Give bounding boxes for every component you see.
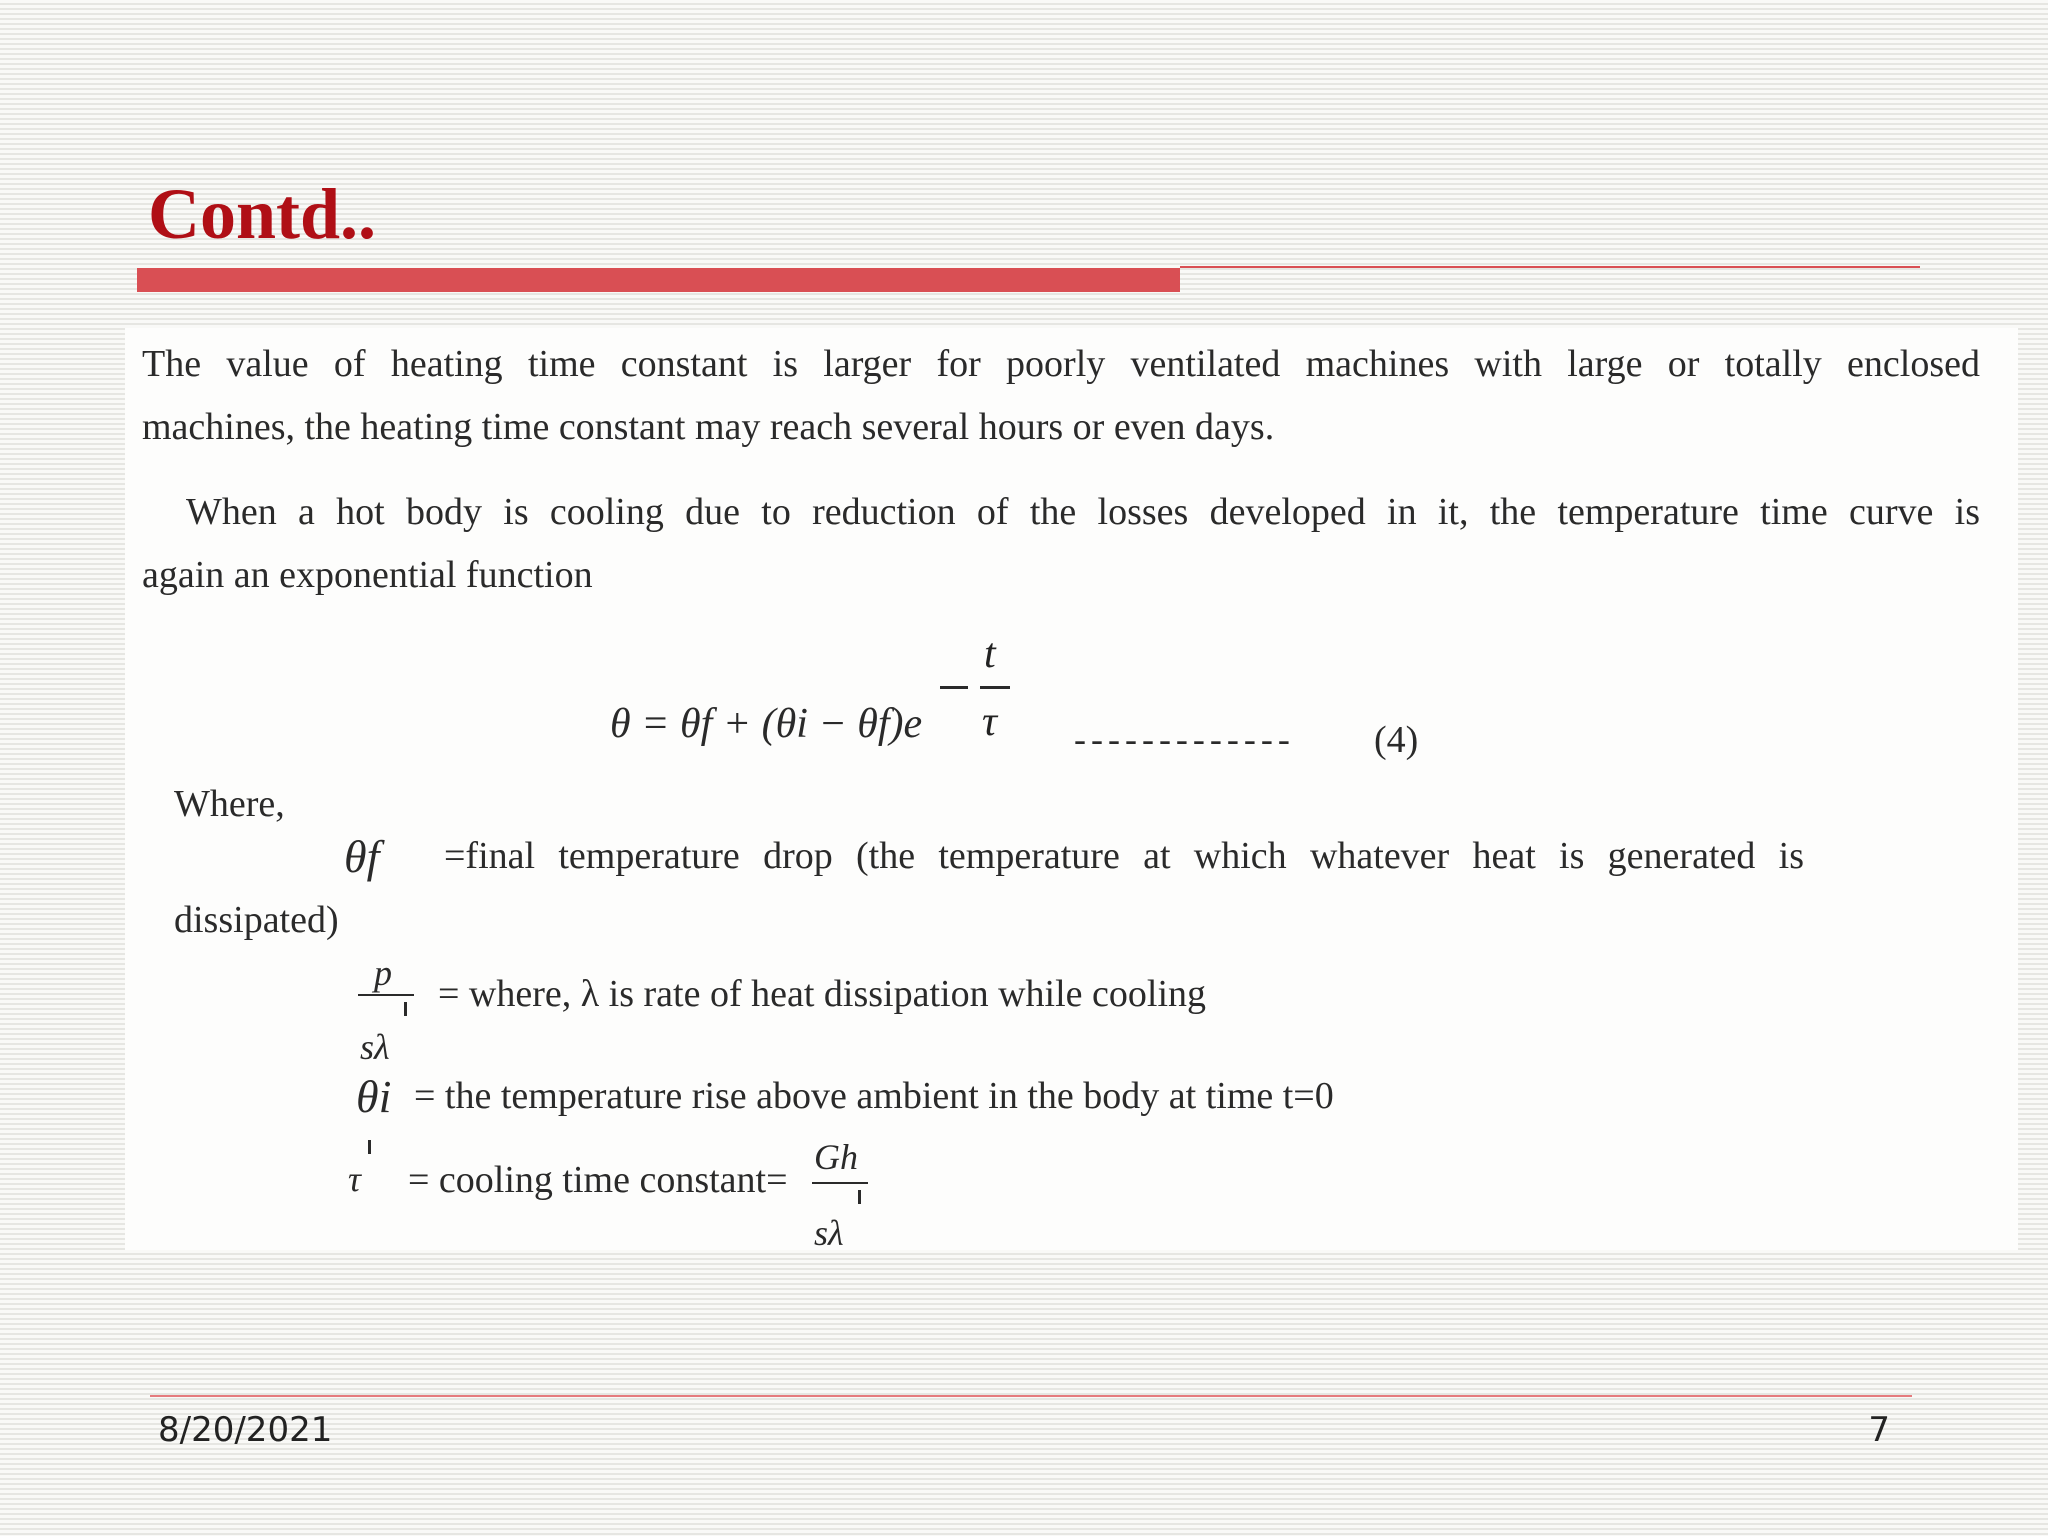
paragraph-heating-time-constant — [142, 333, 1980, 459]
tau-fraction-bar — [812, 1182, 868, 1184]
tau-denominator: sλ — [814, 1213, 844, 1253]
theta-i-definition: = the temperature rise above ambient in the body at time t=0 — [414, 1075, 1334, 1117]
equation-number: (4) — [1374, 719, 1419, 761]
paragraph-line: again an exponential function — [142, 554, 593, 596]
paragraph-cooling-curve — [142, 481, 1980, 607]
slide-title: Contd.. — [148, 174, 377, 254]
theta-i-symbol: θi — [356, 1071, 392, 1122]
equation-exponent — [940, 630, 1020, 760]
exponent-denominator: τ — [982, 699, 998, 745]
exponent-numerator: t — [984, 631, 996, 677]
exponent-minus-sign — [940, 686, 968, 689]
tau-numerator: Gh — [814, 1137, 858, 1177]
p-denominator: sλ — [360, 1027, 390, 1067]
p-numerator: p — [374, 953, 392, 993]
tau-definition: = cooling time constant= — [408, 1159, 788, 1201]
p-fraction-bar — [358, 994, 414, 996]
tau-symbol: τ — [348, 1159, 361, 1199]
paragraph-line: machines, the heating time constant may reach several hours or even days. — [142, 406, 1275, 448]
where-label: Where, — [174, 783, 285, 825]
theta-f-definition: =final temperature drop (the temperature at which whatever heat is generated is — [444, 835, 1804, 877]
prime-mark — [404, 1002, 407, 1016]
title-underline-rule — [1180, 266, 1920, 268]
p-definition: = where, λ is rate of heat dissipation while cooling — [438, 973, 1206, 1015]
page-number: 7 — [1868, 1410, 1890, 1450]
theta-f-definition-continued: dissipated) — [174, 899, 339, 941]
prime-mark — [368, 1140, 371, 1154]
title-underline-bar — [137, 268, 1180, 292]
footer-rule — [150, 1395, 1912, 1397]
exponent-fraction-bar — [980, 686, 1010, 689]
prime-mark — [858, 1190, 861, 1204]
footer-date: 8/20/2021 — [158, 1410, 333, 1450]
paragraph-line: The value of heating time constant is larger for poorly ventilated machines with large or totally enclosed — [142, 343, 1980, 385]
cooling-equation: θ = θf + (θi − θf)e — [610, 701, 923, 747]
theta-f-symbol: θf — [344, 831, 380, 882]
equation-leader-dashes: ------------- — [1074, 719, 1295, 759]
paragraph-line: When a hot body is cooling due to reduction of the losses developed in it, the temperature time curve is — [186, 491, 1980, 533]
